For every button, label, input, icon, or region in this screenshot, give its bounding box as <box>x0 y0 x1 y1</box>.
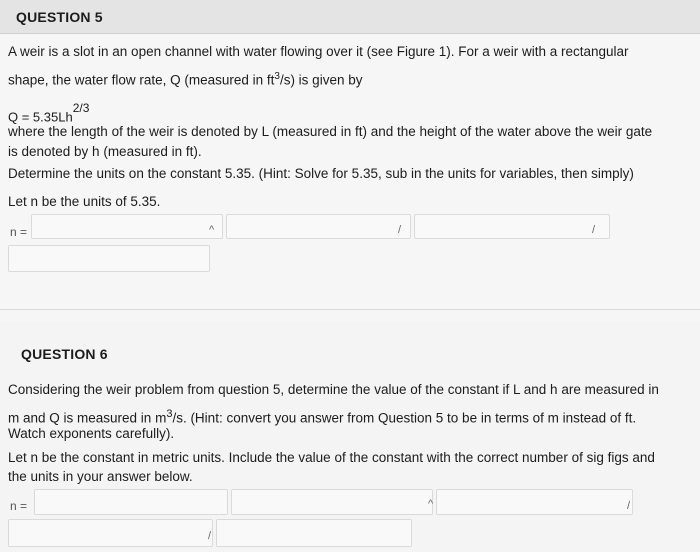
q6-text-line-1: Considering the weir problem from question 5, determine the value of the constant if L and h are measured in <box>8 382 659 397</box>
q6-line-2-superscript: 3 <box>166 408 173 420</box>
q5-formula-exponent: 2/3 <box>72 101 90 115</box>
q5-answer-field-1[interactable] <box>31 214 223 239</box>
q5-text-line-2 <box>8 67 362 91</box>
q5-text-line-1: A weir is a slot in an open channel with water flowing over it (see Figure 1). For a weir with a rectangular <box>8 44 629 59</box>
q6-answer-field-5[interactable] <box>216 519 412 547</box>
q6-slash-glyph-1: / <box>627 500 631 512</box>
q5-answer-field-2[interactable] <box>226 214 411 239</box>
q6-text-line-4: Let n be the constant in metric units. Include the value of the constant with the correct number of sig figs and <box>8 450 655 465</box>
q5-answer-field-4[interactable] <box>8 245 210 272</box>
q5-answer-field-3[interactable] <box>414 214 610 239</box>
q6-answer-field-3[interactable] <box>436 489 633 515</box>
q6-answer-field-2[interactable] <box>231 489 433 515</box>
q6-text-line-5: the units in your answer below. <box>8 469 193 484</box>
question-5-header <box>0 0 700 34</box>
q5-text-line-4: is denoted by h (measured in ft). <box>8 144 202 159</box>
q6-line-2-pre: m and Q is measured in m <box>8 410 167 426</box>
question-6-title: QUESTION 6 <box>21 346 108 362</box>
q6-slash-glyph-2: / <box>208 530 212 542</box>
q5-text-line-6: Let n be the units of 5.35. <box>8 194 161 209</box>
q5-text-line-3: where the length of the weir is denoted by L (measured in ft) and the height of the water above the weir gate <box>8 124 653 139</box>
q6-text-line-3: Watch exponents carefully). <box>8 426 175 441</box>
q5-line-2-superscript: 3 <box>274 71 280 82</box>
section-divider <box>0 309 700 310</box>
q5-text-line-5: Determine the units on the constant 5.35. (Hint: Solve for 5.35, sub in the units for variables, then simply) <box>8 166 634 181</box>
q6-answer-label: n = <box>10 499 28 513</box>
q5-line-2-post: /s) is given by <box>279 72 363 88</box>
q5-line-2-pre: shape, the water flow rate, Q (measured in ft <box>8 72 275 88</box>
q5-caret-glyph: ^ <box>209 224 215 236</box>
q5-slash-glyph-1: / <box>398 224 402 236</box>
q5-answer-label: n = <box>10 225 28 239</box>
q6-answer-field-4[interactable] <box>8 519 213 547</box>
q6-answer-field-1[interactable] <box>34 489 228 515</box>
question-5-title: QUESTION 5 <box>16 9 103 25</box>
q5-slash-glyph-2: / <box>592 224 596 236</box>
q5-formula-base: Q = 5.35Lh <box>8 109 73 125</box>
q6-line-2-post: /s. (Hint: convert you answer from Question 5 to be in terms of m instead of ft. <box>172 410 637 426</box>
q6-caret-glyph: ^ <box>428 498 434 510</box>
